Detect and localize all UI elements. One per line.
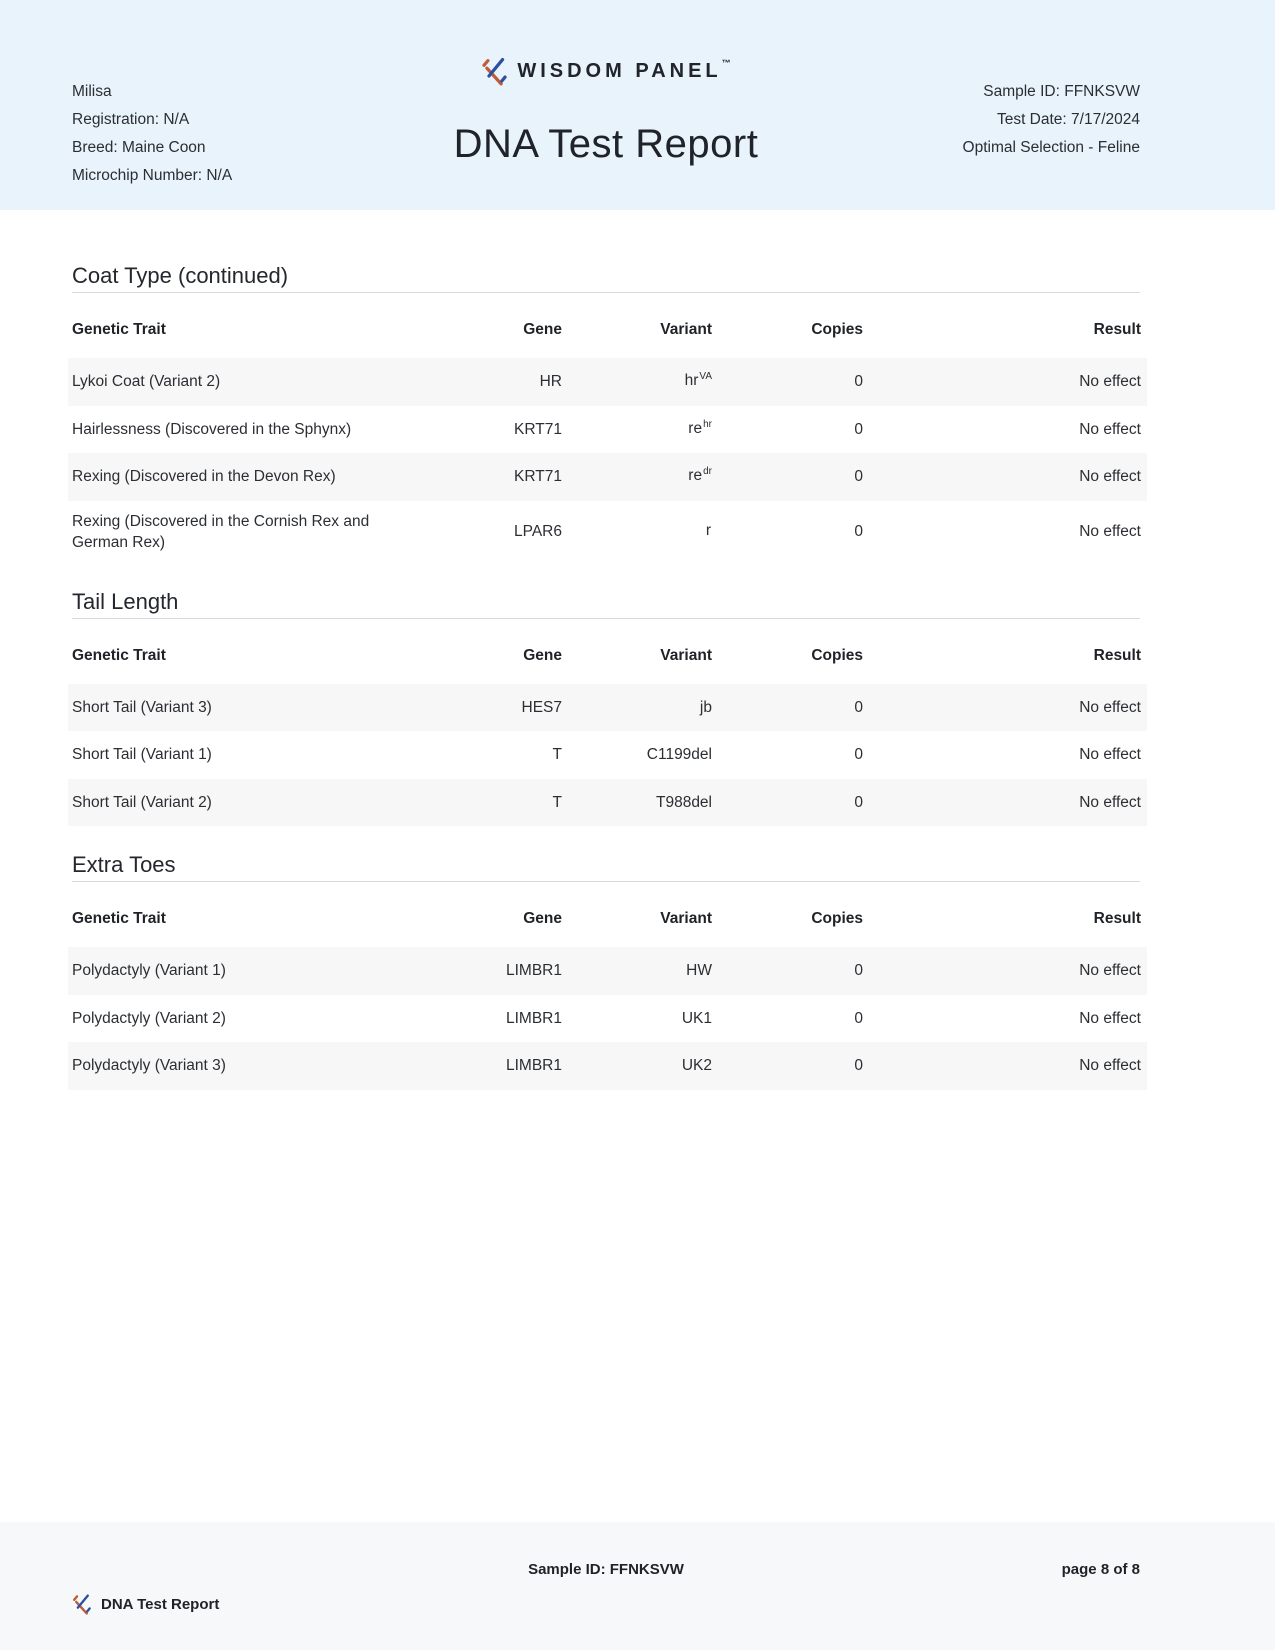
variant-base: re bbox=[688, 467, 703, 485]
traits-table bbox=[68, 317, 1147, 563]
result-cell: No effect bbox=[1079, 420, 1141, 438]
table-row bbox=[68, 1042, 1147, 1090]
variant-cell bbox=[562, 418, 712, 441]
copies-cell: 0 bbox=[854, 468, 863, 486]
table-row bbox=[68, 995, 1147, 1043]
trademark-symbol: ™ bbox=[721, 57, 731, 68]
variant-cell bbox=[562, 1055, 712, 1076]
variant-superscript: hr bbox=[703, 418, 712, 430]
result-cell: No effect bbox=[1079, 523, 1141, 540]
copies-cell: 0 bbox=[854, 746, 863, 764]
table-header-row bbox=[68, 906, 1147, 932]
pet-microchip: Microchip Number: N/A bbox=[72, 167, 233, 184]
col-variant: Variant bbox=[660, 646, 712, 664]
trait-cell: Lykoi Coat (Variant 2) bbox=[72, 373, 221, 391]
pet-registration: Registration: N/A bbox=[72, 111, 190, 128]
variant-cell bbox=[562, 370, 712, 393]
copies-cell: 0 bbox=[854, 1057, 863, 1075]
section-coat-type bbox=[72, 262, 1140, 563]
brand-block bbox=[372, 0, 840, 210]
trait-cell: Short Tail (Variant 1) bbox=[72, 746, 212, 764]
report-body bbox=[0, 262, 1275, 1090]
brand-name-text: WISDOM PANEL bbox=[517, 59, 722, 82]
footer-report-label: DNA Test Report bbox=[101, 1595, 220, 1613]
result-cell: No effect bbox=[1079, 1057, 1141, 1075]
report-header bbox=[0, 0, 1275, 210]
gene-cell: LIMBR1 bbox=[506, 1057, 562, 1075]
sample-id: Sample ID: FFNKSVW bbox=[983, 83, 1140, 100]
copies-cell: 0 bbox=[854, 698, 863, 716]
col-gene: Gene bbox=[523, 321, 562, 338]
sample-info-block bbox=[840, 0, 1140, 210]
gene-cell: T bbox=[552, 793, 562, 811]
table-header-row bbox=[68, 643, 1147, 669]
table-row bbox=[68, 779, 1147, 827]
result-cell: No effect bbox=[1079, 962, 1141, 980]
gene-cell: LPAR6 bbox=[514, 523, 562, 540]
gene-cell: HR bbox=[539, 373, 562, 391]
dna-helix-icon bbox=[72, 1593, 91, 1615]
col-genetic-trait: Genetic Trait bbox=[72, 321, 166, 338]
gene-cell: LIMBR1 bbox=[506, 962, 562, 980]
section-tail-length bbox=[72, 588, 1140, 827]
section-title: Tail Length bbox=[72, 588, 179, 614]
trait-cell: Short Tail (Variant 2) bbox=[72, 793, 212, 811]
result-cell: No effect bbox=[1079, 373, 1141, 391]
col-copies: Copies bbox=[811, 646, 863, 664]
table-rows bbox=[68, 947, 1147, 1090]
copies-cell: 0 bbox=[854, 1009, 863, 1027]
copies-cell: 0 bbox=[854, 523, 863, 540]
variant-base: hr bbox=[684, 372, 699, 390]
col-result: Result bbox=[1093, 321, 1141, 338]
dna-helix-icon bbox=[481, 56, 507, 86]
section-divider bbox=[72, 618, 1140, 619]
traits-table bbox=[68, 643, 1147, 827]
variant-base: r bbox=[705, 522, 711, 539]
variant-cell bbox=[562, 792, 712, 813]
trait-cell: Polydactyly (Variant 3) bbox=[72, 1057, 226, 1075]
col-genetic-trait: Genetic Trait bbox=[72, 910, 166, 927]
table-row bbox=[68, 358, 1147, 406]
table-rows bbox=[68, 684, 1147, 827]
trait-cell: Rexing (Discovered in the Devon Rex) bbox=[72, 468, 336, 486]
footer-brand bbox=[72, 1558, 372, 1650]
variant-base: re bbox=[688, 419, 703, 437]
table-row bbox=[68, 684, 1147, 732]
gene-cell: T bbox=[552, 746, 562, 764]
brand-name bbox=[517, 57, 731, 83]
product-name: Optimal Selection - Feline bbox=[962, 139, 1140, 156]
variant-base: jb bbox=[699, 698, 712, 716]
variant-base: UK2 bbox=[681, 1057, 712, 1075]
table-row bbox=[68, 406, 1147, 454]
footer-page-number: page 8 of 8 bbox=[1061, 1561, 1140, 1578]
variant-cell bbox=[562, 960, 712, 981]
variant-superscript: VA bbox=[699, 371, 712, 383]
result-cell: No effect bbox=[1079, 1009, 1141, 1027]
gene-cell: HES7 bbox=[521, 698, 562, 716]
variant-superscript: dr bbox=[703, 466, 712, 478]
traits-table bbox=[68, 906, 1147, 1090]
table-row bbox=[68, 947, 1147, 995]
variant-cell bbox=[562, 1008, 712, 1029]
section-divider bbox=[72, 881, 1140, 882]
col-result: Result bbox=[1093, 910, 1141, 927]
gene-cell: LIMBR1 bbox=[506, 1009, 562, 1027]
footer-sample-id: Sample ID: FFNKSVW bbox=[528, 1561, 684, 1578]
trait-cell: Rexing (Discovered in the Cornish Rex and German Rex) bbox=[72, 512, 370, 551]
page-title: DNA Test Report bbox=[453, 122, 759, 166]
variant-base: T988del bbox=[655, 793, 712, 811]
table-row bbox=[68, 731, 1147, 779]
section-divider bbox=[72, 292, 1140, 293]
copies-cell: 0 bbox=[854, 793, 863, 811]
copies-cell: 0 bbox=[854, 373, 863, 391]
result-cell: No effect bbox=[1079, 698, 1141, 716]
trait-cell: Short Tail (Variant 3) bbox=[72, 698, 212, 716]
result-cell: No effect bbox=[1079, 468, 1141, 486]
table-row bbox=[68, 501, 1147, 563]
brand-row bbox=[372, 56, 840, 86]
section-extra-toes bbox=[72, 851, 1140, 1090]
copies-cell: 0 bbox=[854, 420, 863, 438]
result-cell: No effect bbox=[1079, 746, 1141, 764]
trait-cell: Polydactyly (Variant 1) bbox=[72, 962, 226, 980]
pet-info-block bbox=[72, 0, 372, 210]
variant-base: C1199del bbox=[646, 746, 712, 764]
variant-cell bbox=[562, 697, 712, 718]
trait-cell: Polydactyly (Variant 2) bbox=[72, 1009, 226, 1027]
test-date: Test Date: 7/17/2024 bbox=[996, 111, 1140, 128]
col-variant: Variant bbox=[660, 910, 712, 927]
variant-base: HW bbox=[686, 962, 712, 980]
col-result: Result bbox=[1093, 646, 1141, 664]
table-rows bbox=[68, 358, 1147, 563]
variant-cell bbox=[562, 465, 712, 488]
col-genetic-trait: Genetic Trait bbox=[72, 646, 166, 664]
table-header-row bbox=[68, 317, 1147, 343]
result-cell: No effect bbox=[1079, 793, 1141, 811]
report-footer bbox=[0, 1522, 1275, 1650]
pet-breed: Breed: Maine Coon bbox=[72, 139, 206, 156]
trait-cell: Hairlessness (Discovered in the Sphynx) bbox=[72, 420, 352, 438]
table-row bbox=[68, 453, 1147, 501]
variant-base: UK1 bbox=[681, 1009, 712, 1027]
variant-cell bbox=[562, 520, 712, 543]
copies-cell: 0 bbox=[854, 962, 863, 980]
gene-cell: KRT71 bbox=[514, 468, 562, 486]
col-gene: Gene bbox=[523, 910, 562, 927]
pet-name: Milisa bbox=[72, 83, 112, 100]
col-variant: Variant bbox=[660, 321, 712, 338]
section-title: Coat Type (continued) bbox=[72, 263, 289, 288]
col-copies: Copies bbox=[811, 910, 863, 927]
variant-cell bbox=[562, 744, 712, 765]
gene-cell: KRT71 bbox=[514, 420, 562, 438]
col-gene: Gene bbox=[523, 646, 562, 664]
section-title: Extra Toes bbox=[72, 852, 176, 877]
col-copies: Copies bbox=[811, 321, 863, 338]
